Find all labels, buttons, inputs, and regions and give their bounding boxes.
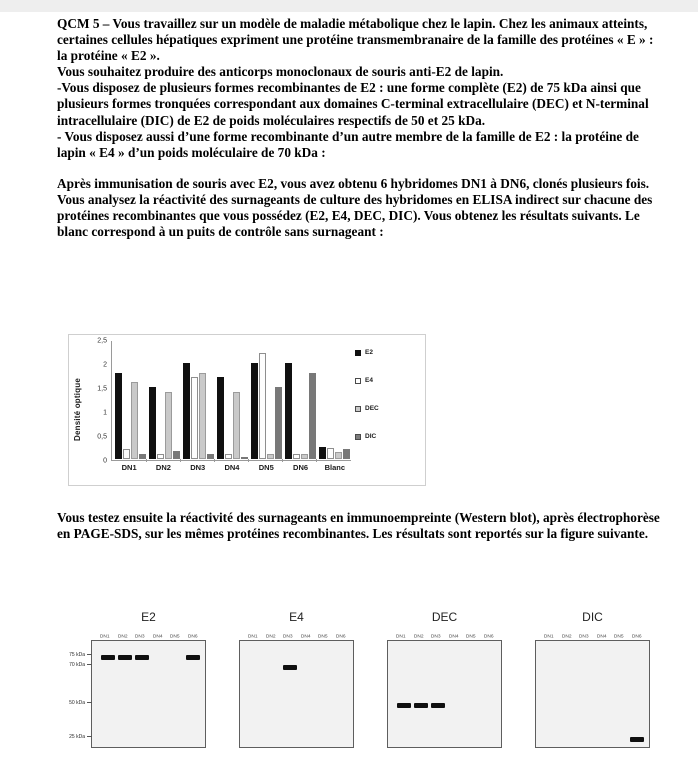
chart-bar-dec (199, 373, 206, 459)
blot-mw-tick-icon (87, 702, 92, 703)
blot-lane-label: DN3 (134, 633, 145, 639)
chart-y-tick: 0,5 (97, 433, 107, 441)
chart-bar-group (249, 341, 283, 459)
chart-x-label: DN6 (293, 463, 309, 472)
chart-bar-group (215, 341, 249, 459)
blot-mw-label: 70 kDa (69, 662, 85, 668)
blot-lane-label: DN3 (578, 633, 589, 639)
blot-lane-label: DN1 (395, 633, 406, 639)
blot-lane-label: DN6 (483, 633, 494, 639)
chart-y-tick: 2 (103, 361, 107, 369)
chart-x-label: DN4 (224, 463, 240, 472)
chart-x-label: Blanc (324, 463, 346, 472)
blot-mw-marker (69, 652, 92, 658)
blot-panel-title: DIC (582, 610, 603, 624)
chart-legend-item (355, 349, 417, 356)
blot-lane-label: DN4 (152, 633, 163, 639)
blot-panel-dic (535, 610, 650, 748)
blot-band (101, 655, 115, 660)
document-text-content-2 (57, 510, 665, 542)
chart-bar-group (317, 341, 351, 459)
chart-bar-group (283, 341, 317, 459)
blot-mw-marker (69, 700, 92, 706)
blot-panel-title: E4 (289, 610, 304, 624)
chart-bar-group (181, 341, 215, 459)
legend-swatch-icon (355, 406, 361, 412)
paragraph-elisa-description: Après immunisation de souris avec E2, vous avez obtenu 6 hybridomes DN1 à DN6, clonés plusieurs fois. Vous analysez la réactivité des surnageants de culture des hybridomes en ELISA indirect sur chacune des protéines recombinantes que vous possédez (E2, E4, DEC, DIC). Vous obtenez les résultats suivants. Le blanc correspond à un puits de contrôle sans surnageant : (57, 175, 653, 240)
blot-mw-label: 25 kDa (69, 734, 85, 740)
paragraph-objective: Vous souhaitez produire des anticorps monoclonaux de souris anti-E2 de lapin. (57, 64, 504, 80)
blot-band (135, 655, 149, 660)
blot-panel-e4 (239, 610, 354, 748)
blot-band (186, 655, 200, 660)
blot-mw-marker (69, 734, 92, 740)
chart-legend-label: DEC (365, 405, 379, 412)
chart-bar-e4 (123, 449, 130, 459)
chart-bar-e2 (115, 373, 122, 459)
chart-bar-e4 (327, 448, 334, 459)
chart-x-label: DN5 (258, 463, 274, 472)
chart-bar-e2 (285, 363, 292, 459)
chart-bar-dec (165, 392, 172, 459)
blot-gel (69, 640, 206, 748)
blot-band (397, 703, 411, 708)
chart-bar-groups (113, 341, 351, 459)
blot-panel-dec (387, 610, 502, 748)
chart-legend (355, 349, 417, 461)
legend-swatch-icon (355, 350, 361, 356)
document-page (0, 12, 698, 750)
chart-legend-label: E4 (365, 377, 373, 384)
blot-lane-label: DN2 (265, 633, 276, 639)
chart-bar-dec (267, 454, 274, 459)
legend-swatch-icon (355, 378, 361, 384)
chart-bar-e4 (191, 377, 198, 459)
blot-lane-label: DN6 (335, 633, 346, 639)
blot-band (118, 655, 132, 660)
blot-band (630, 737, 644, 742)
blot-mw-label: 50 kDa (69, 700, 85, 706)
blot-band (283, 665, 297, 670)
chart-bar-e4 (259, 353, 266, 459)
chart-bar-dic (139, 454, 146, 459)
chart-bar-dic (343, 449, 350, 459)
blot-lane-label: DN6 (631, 633, 642, 639)
chart-x-label: DN2 (155, 463, 171, 472)
paragraph-intro: QCM 5 – Vous travaillez sur un modèle de maladie métabolique chez le lapin. Chez les animaux atteints, certaines cellules hépatiques expriment une protéine transmembranaire de la famille des protéines « E » : la protéine « E2 ». (57, 16, 654, 64)
blot-panel-title: DEC (431, 610, 458, 624)
chart-y-tick: 1 (103, 409, 107, 417)
chart-legend-label: DIC (365, 433, 377, 440)
blot-gel (239, 640, 354, 748)
blot-lane-label: DN5 (465, 633, 476, 639)
chart-bar-dec (233, 392, 240, 459)
chart-bar-dic (207, 454, 214, 459)
chart-bar-e2 (149, 387, 156, 459)
chart-plot-area (111, 341, 351, 461)
chart-x-axis-labels (112, 463, 352, 472)
blot-mw-marker (69, 662, 92, 668)
elisa-bar-chart (68, 334, 426, 486)
chart-bar-e4 (225, 454, 232, 459)
chart-bar-dec (301, 454, 308, 459)
chart-bar-group (113, 341, 147, 459)
blot-lane-label: DN4 (596, 633, 607, 639)
chart-y-tick: 0 (103, 457, 107, 465)
chart-bar-e2 (319, 447, 326, 459)
blot-panel-e2 (69, 610, 206, 748)
blot-lane-label: DN4 (448, 633, 459, 639)
blot-lane-label: DN1 (543, 633, 554, 639)
chart-y-axis-ticks (87, 337, 109, 465)
chart-bar-dic (241, 457, 248, 459)
chart-y-axis-title: Densité optique (73, 377, 82, 441)
chart-bar-e4 (293, 454, 300, 459)
blot-mw-tick-icon (87, 654, 92, 655)
blot-lane-label: DN3 (282, 633, 293, 639)
blot-lane-label: DN1 (99, 633, 110, 639)
chart-bar-dic (309, 373, 316, 459)
chart-bar-e2 (217, 377, 224, 459)
paragraph-spacer (57, 161, 665, 176)
blot-lane-label: DN5 (317, 633, 328, 639)
blot-panel-title: E2 (141, 610, 156, 624)
blot-lane-label: DN5 (613, 633, 624, 639)
blot-lane-label: DN2 (413, 633, 424, 639)
blot-band (431, 703, 445, 708)
paragraph-recombinant-forms: -Vous disposez de plusieurs formes recombinantes de E2 : une forme complète (E2) de 75 kDa ainsi que plusieurs formes tronquées correspondant aux domaines C-terminal extracellulaire (DEC) et N-terminal intracellulaire (DIC) de E2 de poids moléculaires respectifs de 50 et 25 kDa. (57, 80, 649, 128)
paragraph-e4-form: - Vous disposez aussi d’une forme recombinante d’un autre membre de la famille de E2 : la protéine de lapin « E4 » d’un poids moléculaire de 70 kDa : (57, 128, 639, 160)
blot-mw-tick-icon (87, 664, 92, 665)
blot-gel (387, 640, 502, 748)
blot-lane-label: DN2 (117, 633, 128, 639)
blot-lane-label: DN2 (561, 633, 572, 639)
chart-y-tick: 1,5 (97, 385, 107, 393)
chart-y-tick: 2,5 (97, 337, 107, 345)
chart-bar-group (147, 341, 181, 459)
chart-legend-item (355, 405, 417, 412)
chart-bar-dic (173, 451, 180, 459)
chart-bar-e2 (251, 363, 258, 459)
chart-legend-label: E2 (365, 349, 373, 356)
chart-legend-item (355, 433, 417, 440)
blot-lane-label: DN3 (430, 633, 441, 639)
document-text-content (57, 16, 665, 240)
chart-bar-dec (131, 382, 138, 459)
chart-bar-dec (335, 452, 342, 459)
blot-lane-label: DN5 (169, 633, 180, 639)
blot-lane-label: DN1 (247, 633, 258, 639)
chart-bar-e2 (183, 363, 190, 459)
western-blot-figure (57, 610, 677, 762)
blot-gel (535, 640, 650, 748)
chart-bar-e4 (157, 454, 164, 459)
paragraph-western-blot-description: Vous testez ensuite la réactivité des surnageants en immunoempreinte (Western blot), après électrophorèse en PAGE-SDS, sur les mêmes protéines recombinantes. Les résultats sont reportés sur la figure suivante. (57, 510, 660, 542)
blot-band (414, 703, 428, 708)
chart-x-label: DN1 (121, 463, 137, 472)
chart-bar-dic (275, 387, 282, 459)
blot-mw-tick-icon (87, 736, 92, 737)
blot-mw-axis (56, 641, 92, 747)
blot-lane-label: DN4 (300, 633, 311, 639)
blot-lane-label: DN6 (187, 633, 198, 639)
blot-mw-label: 75 kDa (69, 652, 85, 658)
chart-x-label: DN3 (190, 463, 206, 472)
chart-legend-item (355, 377, 417, 384)
legend-swatch-icon (355, 434, 361, 440)
